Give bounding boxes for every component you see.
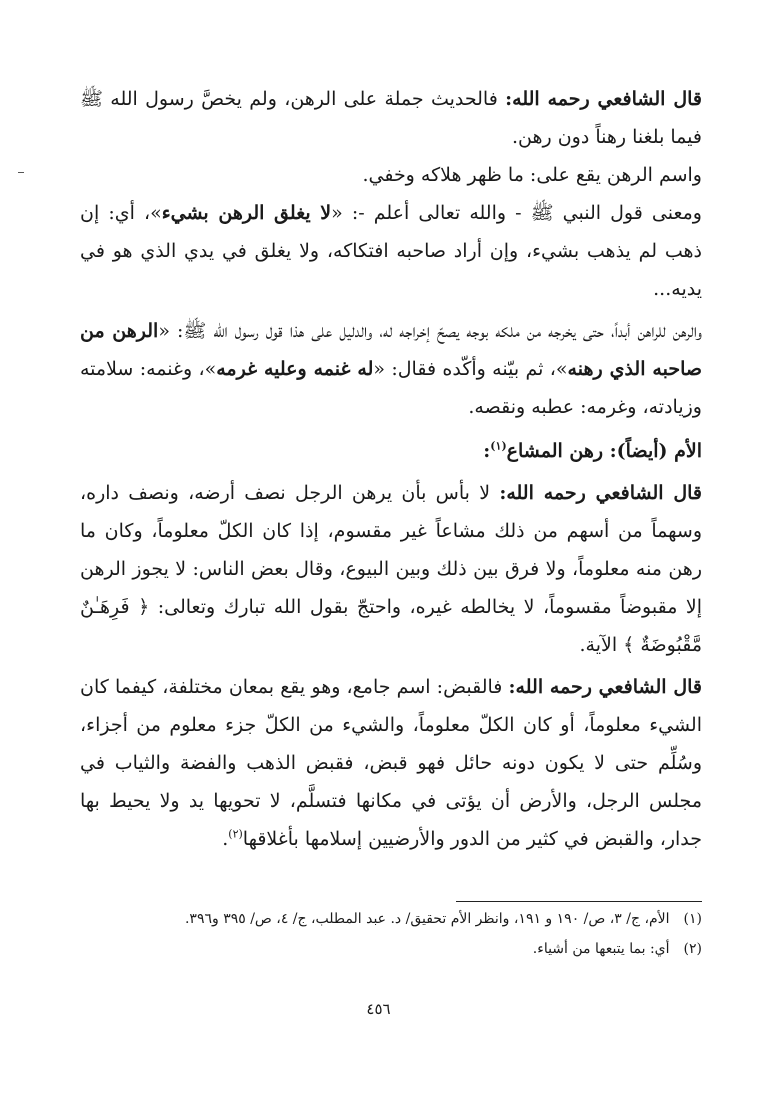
hadith-quote: له غنمه وعليه غرمه — [216, 358, 374, 380]
speaker-label: قال الشافعي رحمه الله: — [508, 676, 702, 698]
speaker-label: قال الشافعي رحمه الله: — [505, 88, 702, 110]
page-number: ٤٥٦ — [366, 1000, 391, 1018]
paragraph-shafii-hadith — [80, 80, 702, 156]
paragraph-hadith-meaning: ومعنى قول النبي ﷺ - والله تعالى أعلم -: «لا يغلق الرهن بشيء»، أي: إن ذهب لم يذهب بشيء، وإن أراد صاحبه افتكاكه، ولا يغلق في يدي الذي هو في يديه... — [80, 202, 702, 300]
footnote-divider — [456, 901, 702, 902]
footnote-text: الأم، ج/ ٣، ص/ ١٩٠ و ١٩١، وانظر الأم تحقيق/ د. عبد المطلب، ج/ ٤، ص/ ٣٩٥ و٣٩٦. — [184, 911, 670, 927]
paragraph-text: فالحديث جملة على الرهن، ولم يخصَّ رسول الله ﷺ فيما بلغنا رهناً دون رهن. — [80, 88, 702, 148]
footnote — [80, 904, 702, 934]
paragraph-text: فالقبض: اسم جامع، وهو يقع بمعان مختلفة، كيفما كان الشيء معلوماً، أو كان الكلّ معلوماً، والشيء من الكلّ جزء معلوم من أجزاء، وسُلِّم حتى لا يكون دونه حائل فهو قبض، فقبض الذهب والفضة والثياب في مجلس الرجل، والأرض أن يؤتى في مكانها فتسلَّم، لا تحويها يد ولا يحيط بها جدار، والقبض في كثير من الدور والأرضيين إسلامها بأغلاقها — [80, 676, 702, 850]
paragraph-shared-pledge — [80, 474, 702, 664]
main-text — [80, 80, 702, 858]
footnote-number: (١) — [683, 911, 702, 927]
paragraph-rahn-name — [80, 156, 702, 194]
footnote-ref: (٢) — [228, 827, 243, 841]
footnote-text: أي: بما يتبعها من أشياء. — [532, 941, 670, 957]
paragraph-qabd: قال الشافعي رحمه الله: فالقبض: اسم جامع، وهو يقع بمعان مختلفة، كيفما كان الشيء معلوماً، أو كان الكلّ معلوماً، والشيء من الكلّ جزء معلوم من أجزاء، وسُلِّم حتى لا يكون دونه حائل فهو قبض، فقبض الذهب والفضة والثياب في مجلس الرجل، والأرض أن يؤتى في مكانها فتسلَّم، لا تحويها يد ولا يحيط بها جدار، والقبض في كثير من الدور والأرضيين إسلامها بأغلاقها$^{(٢)}$. — [80, 676, 702, 850]
footnote — [80, 934, 702, 964]
paragraph-rahn-owner: والرهن للراهن أبداً، حتى يخرجه من ملكه بوجه يصحّ إخراجه له، والدليل على هذا قول رسول الله ﷺ: «الرهن من صاحبه الذي رهنه»، ثم بيّنه وأكّده فقال: «له غنمه وعليه غرمه»، وغنمه: سلامته وزيادته، وغرمه: عطبه ونقصه. — [80, 320, 703, 418]
footnote-number: (٢) — [683, 941, 702, 957]
paragraph-text: لا بأس بأن يرهن الرجل نصف أرضه، ونصف داره، وسهماً من أسهم من ذلك مشاعاً غير مقسوم، إذا كان الكلّ معلوماً، وكان ما رهن منه معلوماً، ولا فرق بين ذلك وبين البيوع، وقال بعض الناس: لا يجوز الرهن إلا مقبوضاً مقسوماً، لا يخالطه غيره، واحتجّ بقول الله تبارك وتعالى: ﴿ فَرِهَـٰنٌ مَّقْبُوضَةٌ ﴾ الآية. — [80, 482, 702, 656]
speaker-label: قال الشافعي رحمه الله: — [499, 482, 703, 504]
paragraph-text: واسم الرهن يقع على: ما ظهر هلاكه وخفي. — [362, 164, 702, 186]
footnote-ref: (١) — [490, 439, 507, 453]
margin-mark — [18, 172, 24, 173]
hadith-quote: لا يغلق الرهن بشيء — [161, 202, 332, 224]
hadith-quote: الرهن من صاحبه الذي رهنه — [80, 320, 703, 380]
footnotes — [80, 904, 702, 964]
section-heading: الأم (أيضاً): رهن المشاع$^{(١)}$: — [483, 439, 702, 462]
